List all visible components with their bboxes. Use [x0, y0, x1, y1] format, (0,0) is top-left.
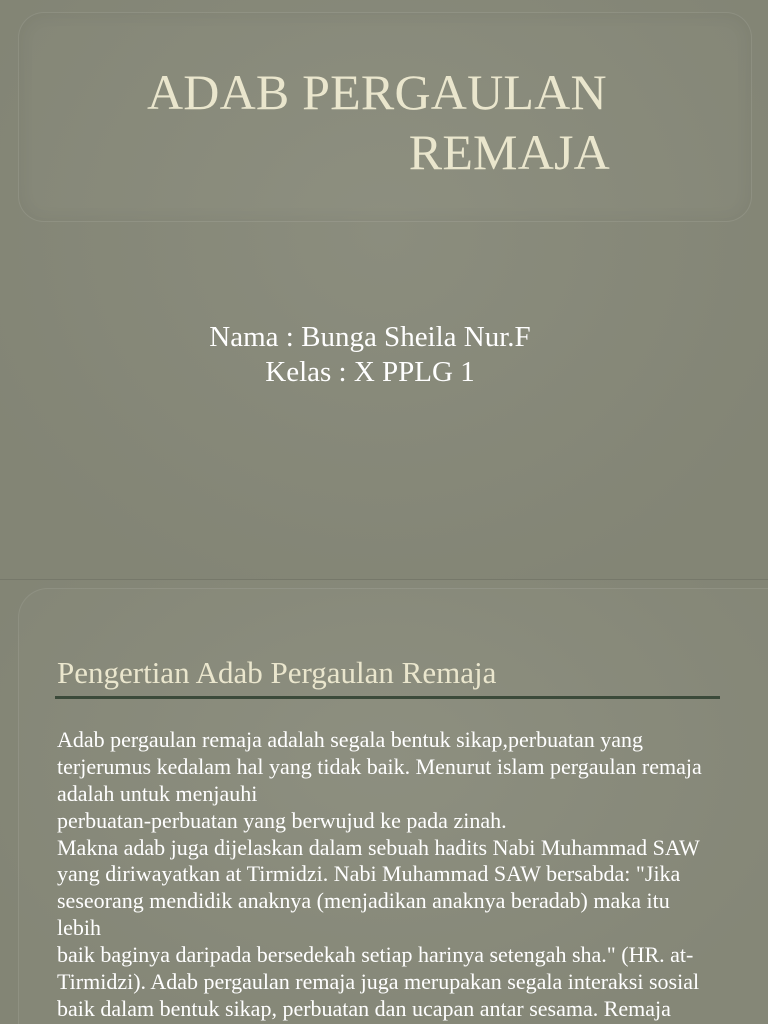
slide-content [0, 580, 768, 1024]
body-line: seseorang mendidik anaknya (menjadikan anaknya beradab) maka itu [57, 888, 670, 914]
body-line: Tirmidzi). Adab pergaulan remaja juga merupakan segala interaksi sosial [57, 969, 700, 995]
body-line: Makna adab juga dijelaskan dalam sebuah hadits Nabi Muhammad SAW [57, 834, 700, 860]
body-line: adalah untuk menjauhi [57, 780, 258, 806]
body-line: lebih [57, 915, 101, 941]
body-text [57, 727, 757, 1023]
body-line: baik dalam bentuk sikap, perbuatan dan ucapan antar sesama. Remaja [57, 995, 671, 1021]
heading-underline [55, 696, 720, 699]
body-line: yang diriwayatkan at Tirmidzi. Nabi Muhammad SAW bersabda: "Jika [57, 861, 681, 887]
body-line: terjerumus kedalam hal yang tidak baik. Menurut islam pergaulan remaja [57, 753, 702, 779]
section-heading: Pengertian Adab Pergaulan Remaja [57, 655, 497, 690]
author-class: Kelas : X PPLG 1 [265, 356, 475, 388]
slide-title-line-2: REMAJA [408, 124, 610, 180]
body-line: Adab pergaulan remaja adalah segala bentuk sikap,perbuatan yang [57, 727, 644, 752]
body-line: baik baginya daripada bersedekah setiap harinya setengah sha." (HR. at- [57, 942, 694, 968]
slide-title-line-1: ADAB PERGAULAN [147, 64, 607, 120]
body-line: perbuatan-perbuatan yang berwujud ke pada zinah. [57, 807, 507, 833]
author-name: Nama : Bunga Sheila Nur.F [209, 321, 531, 353]
